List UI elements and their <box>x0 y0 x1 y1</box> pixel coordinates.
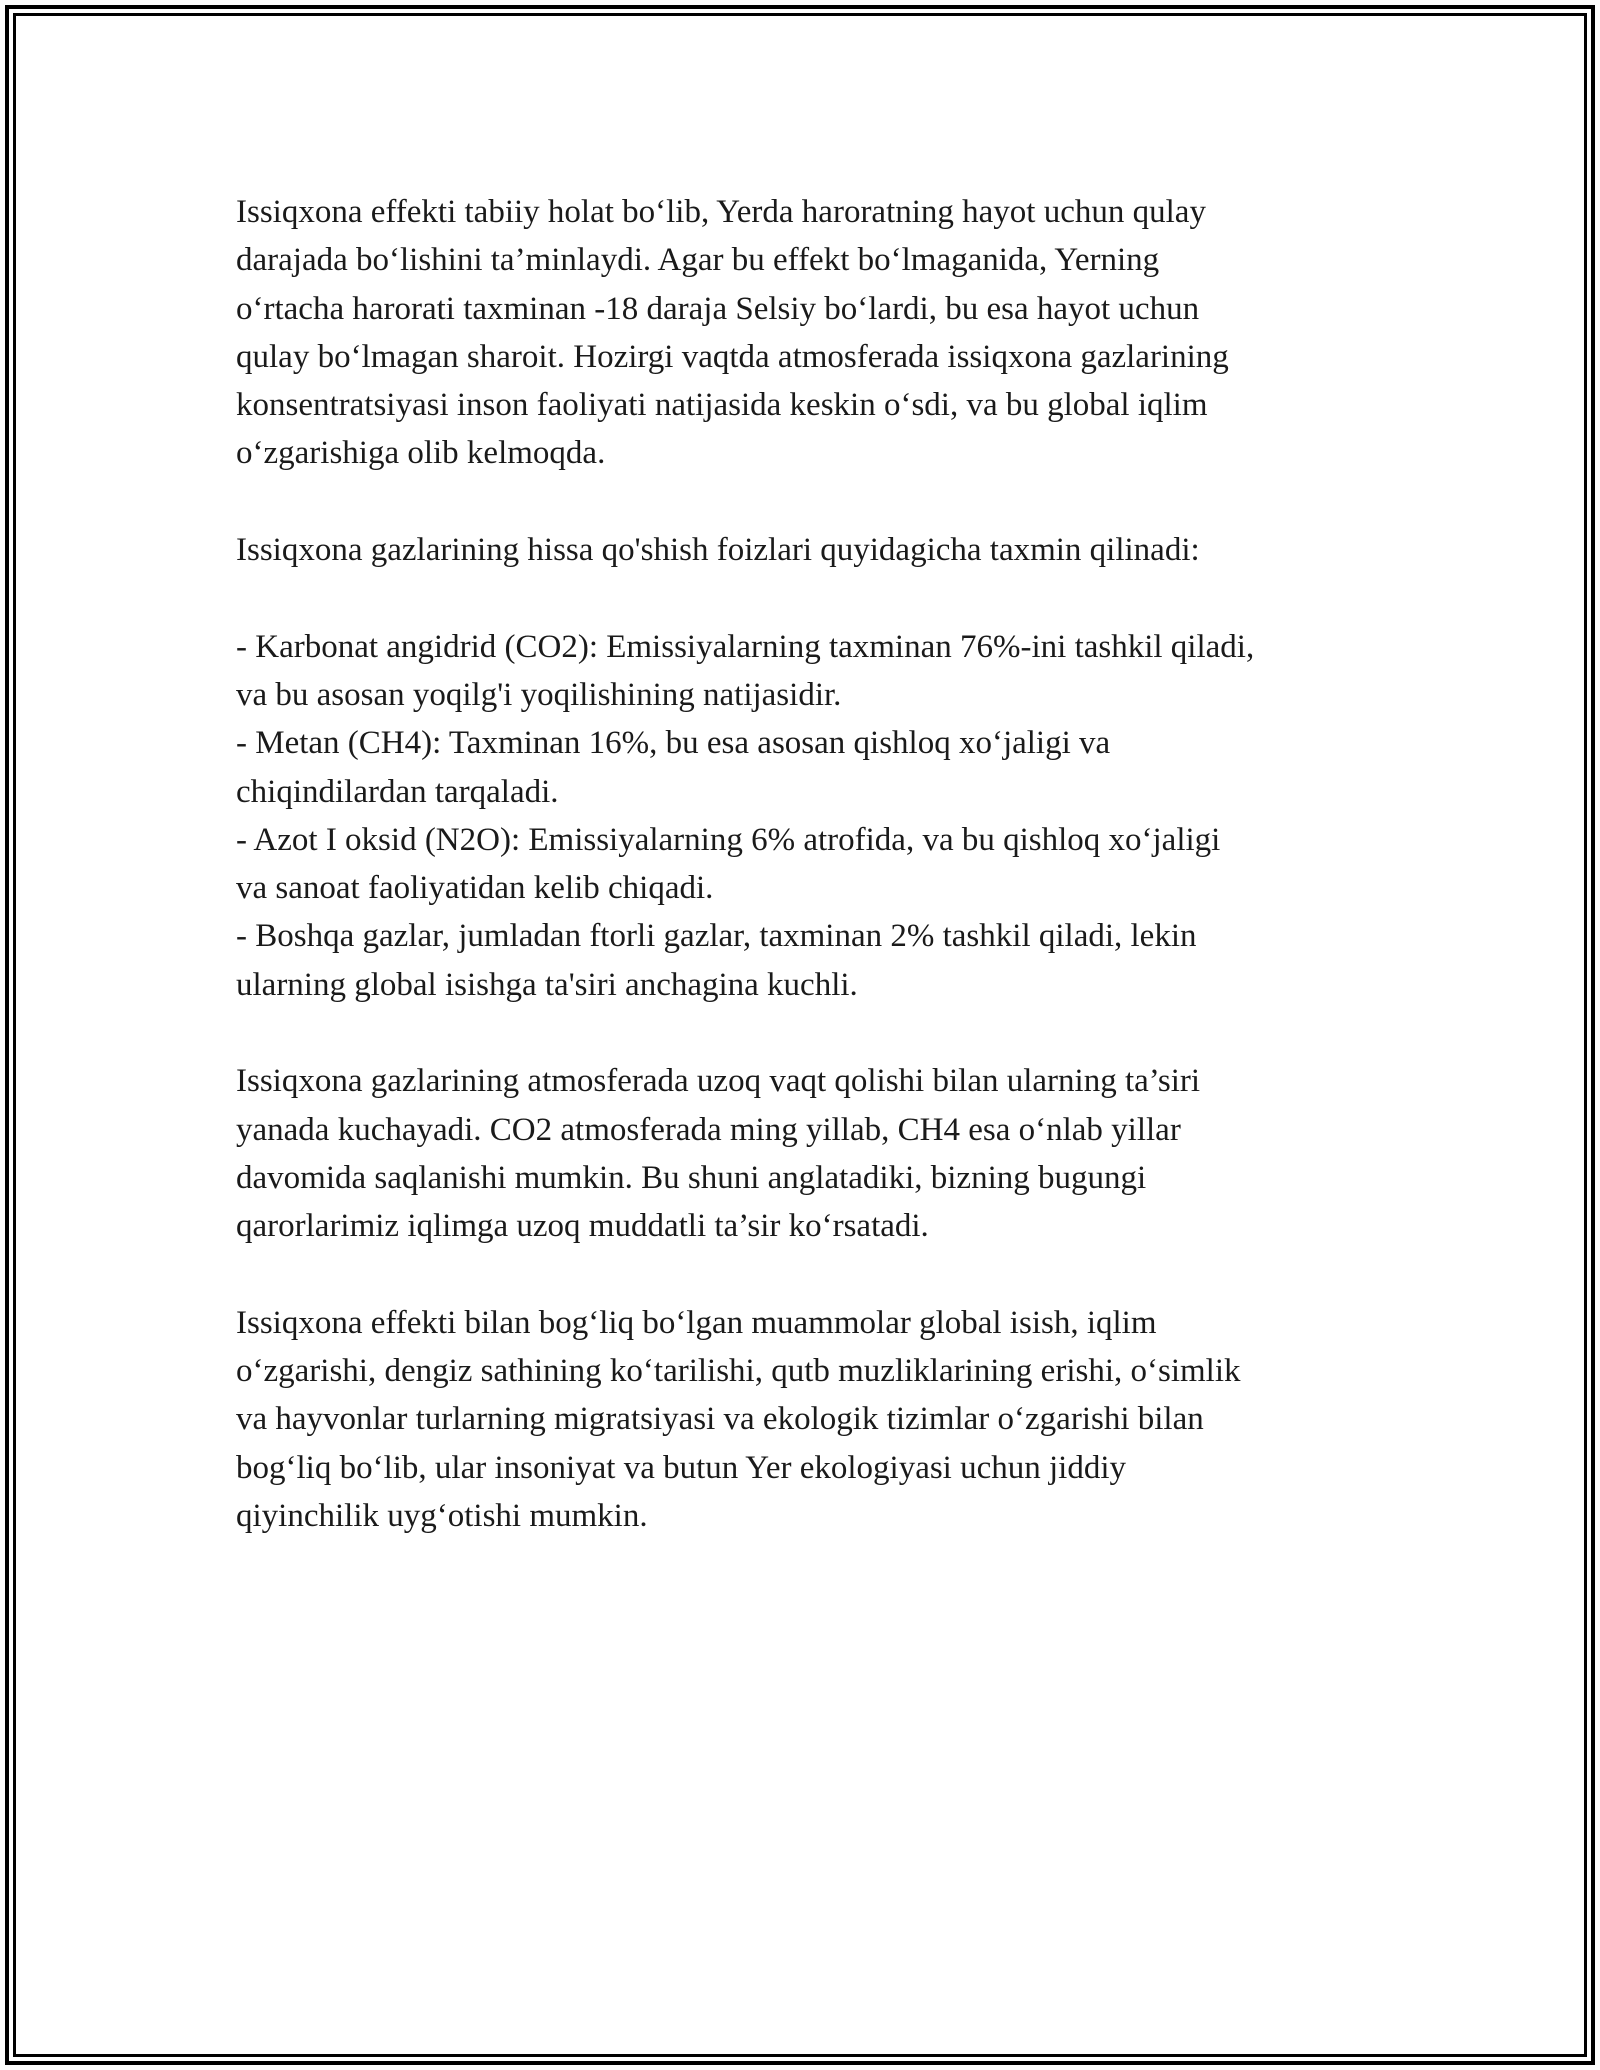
paragraph-spacer <box>236 574 1396 622</box>
paragraph-spacer <box>236 478 1396 526</box>
persistence-paragraph: Issiqxona gazlarining atmosferada uzoq vaqt qolishi bilan ularning ta’siri yanada kuchayadi. CO2 atmosferada ming yillab, CH4 esa o‘nlab yillar davomida saqlanishi mumkin. Bu shuni anglatadiki, bizning bugungi qarorlarimiz iqlimga uzoq muddatli ta’sir ko‘rsatadi. <box>236 1063 1201 1245</box>
list-item-other-gases: - Boshqa gazlar, jumladan ftorli gazlar, taxminan 2% tashkil qiladi, lekin ularning global isishga ta'siri anchagina kuchli. <box>236 918 1197 1003</box>
document-body <box>236 188 1396 1540</box>
consequences-paragraph: Issiqxona effekti bilan bog‘liq bo‘lgan muammolar global isish, iqlim o‘zgarishi, dengiz sathining ko‘tarilishi, qutb muzliklarining erishi, o‘simlik va hayvonlar turlarning migratsiyasi va ekologik tizimlar o‘zgarishi bilan bog‘liq bo‘lib, ular insoniyat va butun Yer ekologiyasi uchun jiddiy qiyinchilik uyg‘otishi mumkin. <box>236 1304 1241 1535</box>
list-item-ch4: - Metan (CH4): Taxminan 16%, bu esa asosan qishloq xo‘jaligi va chiqindilardan tarqaladi. <box>236 725 1111 810</box>
list-item-co2: - Karbonat angidrid (CO2): Emissiyalarning taxminan 76%-ini tashkil qiladi, va bu asosan yoqilg'i yoqilishining natijasidir. <box>236 628 1255 713</box>
paragraph-spacer <box>236 1251 1396 1299</box>
paragraph-spacer <box>236 1009 1396 1057</box>
list-item-n2o: - Azot I oksid (N2O): Emissiyalarning 6% atrofida, va bu qishloq xo‘jaligi va sanoat faoliyatidan kelib chiqadi. <box>236 821 1221 907</box>
intro-paragraph: Issiqxona effekti tabiiy holat bo‘lib, Yerda haroratning hayot uchun qulay darajada bo‘lishini ta’minlaydi. Agar bu effekt bo‘lmaganida, Yerning o‘rtacha harorati taxminan -18 daraja Selsiy bo‘lardi, bu esa hayot uchun qulay bo‘lmagan sharoit. Hozirgi vaqtda atmosferada issiqxona gazlarining konsentratsiyasi inson faoliyati natijasida keskin o‘sdi, va bu global iqlim o‘zgarishiga olib kelmoqda. <box>236 194 1229 472</box>
list-intro-paragraph: Issiqxona gazlarining hissa qo'shish foizlari quyidagicha taxmin qilinadi: <box>236 532 1200 569</box>
